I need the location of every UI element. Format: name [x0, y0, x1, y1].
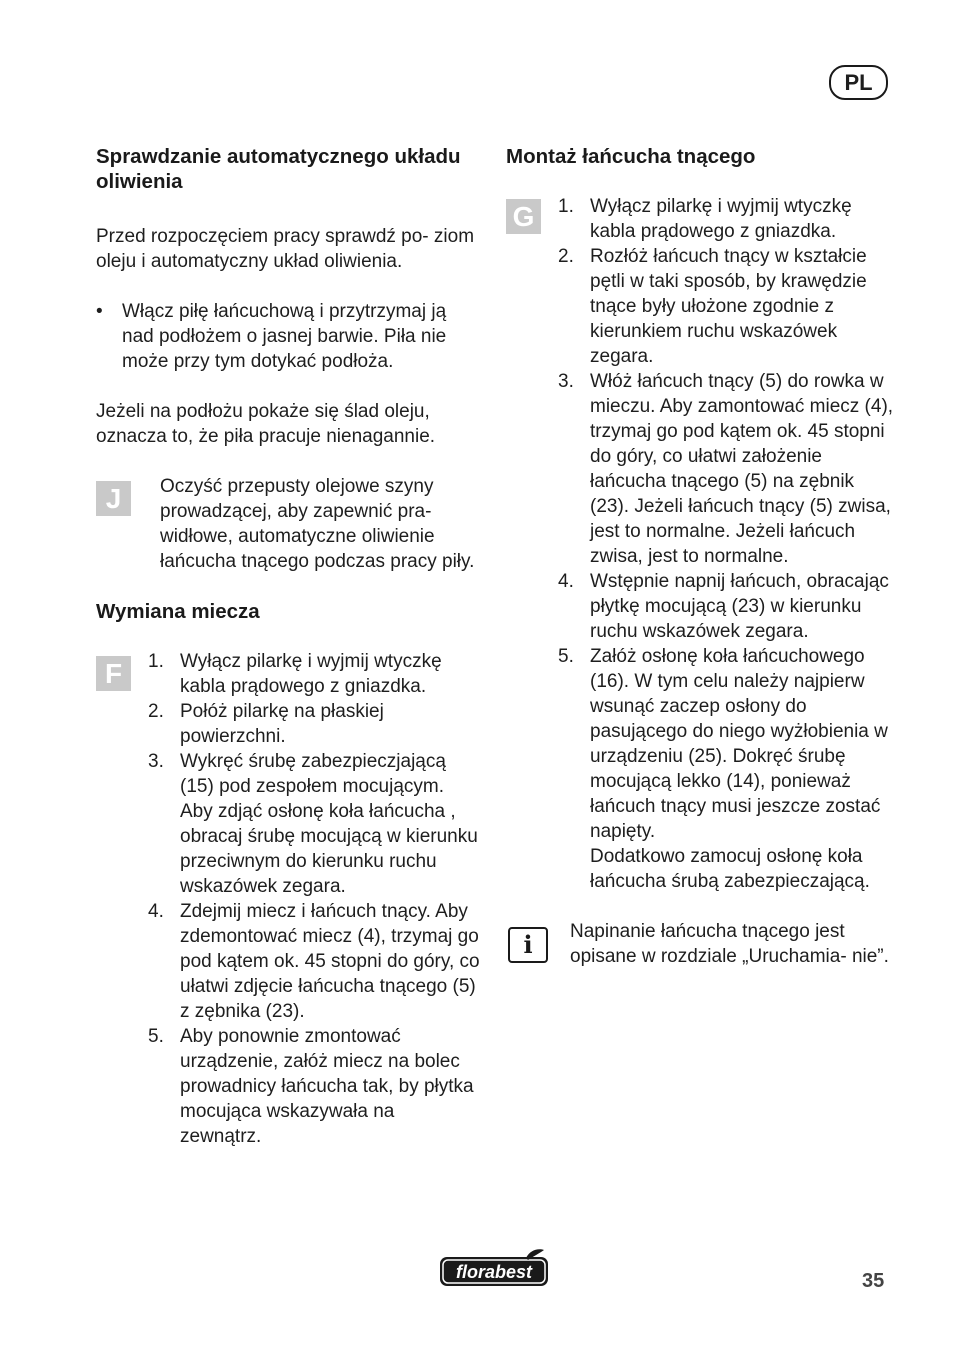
list-item: 4. Zdejmij miecz i łańcuch tnący. Aby zdemontować miecz (4), trzymaj go pod kątem ok. 45 stopni do góry, co ułatwi zdjęcie łańcucha tnącego (5) z zębnika (23).	[148, 901, 480, 1022]
list-item: 1. Wyłącz pilarkę i wyjmij wtyczkę kabla prądowego z gniazdka.	[148, 651, 442, 697]
illustration-ref-j-icon: J	[96, 481, 131, 516]
bullet-text: Włącz piłę łańcuchową i przytrzymaj ją nad podłożem o jasnej barwie. Piła nie może przy tym dotykać podłoża.	[122, 301, 447, 372]
chain-mounting-steps	[558, 194, 896, 894]
illustration-ref-f-icon: F	[96, 656, 131, 691]
list-item: 3. Wykręć śrubę zabezpieczjającą (15) pod zespołem mocującym. Aby zdjąć osłonę koła łańcucha , obracaj śrubę mocującą w kierunku przeciwnym do kierunku ruchu wskazówek zegara.	[148, 751, 478, 897]
step5-extra-text: Dodatkowo zamocuj osłonę koła łańcucha śrubą zabezpieczającą.	[590, 846, 870, 892]
bullet-item	[96, 299, 480, 374]
list-item: 2. Połóż pilarkę na płaskiej powierzchni.	[148, 701, 384, 747]
page-number: 35	[862, 1270, 885, 1292]
logo-text: florabest	[455, 1262, 533, 1282]
info-icon: i	[508, 927, 548, 963]
list-item: 5. Aby ponownie zmontować urządzenie, załóż miecz na bolec prowadnicy łańcucha tak, by płytka mocująca wskazywała na zewnątrz.	[148, 1026, 474, 1147]
intro-paragraph: Przed rozpoczęciem pracy sprawdź po- ziom oleju i automatyczny układ oliwienia.	[96, 226, 475, 272]
section-title-bar-replacement: Wymiana miecza	[96, 600, 260, 623]
list-item: 2. Rozłóż łańcuch tnący w kształcie pętli w taki sposób, by krawędzie tnące były ułożone zgodnie z kierunkiem ruchu wskazówek zegara.	[558, 246, 867, 367]
bar-replacement-steps	[148, 649, 480, 1149]
illustration-ref-g-icon: G	[506, 199, 541, 234]
language-badge: PL	[829, 65, 888, 100]
list-item: 3. Włóż łańcuch tnący (5) do rowka w mieczu. Aby zamontować miecz (4), trzymaj go pod kątem ok. 45 stopni do góry, co ułatwi założenie łańcucha tnącego (5) na zębnik (23). Jeżeli łańcuch tnący (5) zwisa, jest to normalne. Jeżeli łańcuch zwisa, jest to normalne.	[558, 371, 894, 567]
oil-trace-note: Jeżeli na podłożu pokaże się ślad oleju, oznacza to, że piła pracuje nienagannie.	[96, 401, 436, 447]
info-note-text: Napinanie łańcucha tnącego jest opisane w rozdziale „Uruchamia- nie”.	[570, 921, 889, 967]
bar-replacement-block	[96, 649, 480, 1149]
list-item: 5. Załóż osłonę koła łańcuchowego (16). W tym celu należy najpierw wsunąć zaczep osłony do pasującego do niego wyżłobienia w urządzeniu (25). Dokręć śrubę mocującą lekko (14), ponieważ łańcuch tnący musi jeszcze zostać napięty. Dodatkowo zamocuj osłonę koła łańcucha śrubą zabezpieczającą.	[558, 646, 888, 892]
cleaning-note-block	[96, 474, 480, 574]
right-column	[506, 140, 896, 969]
list-item: 4. Wstępnie napnij łańcuch, obracając płytkę mocującą (23) w kierunku ruchu wskazówek zegara.	[558, 571, 889, 642]
info-note-block	[506, 919, 896, 969]
left-column	[96, 140, 480, 1149]
florabest-logo	[438, 1248, 550, 1288]
bullet-mark: •	[96, 301, 103, 322]
section-title-chain-mounting: Montaż łańcucha tnącego	[506, 145, 756, 168]
cleaning-note-text: Oczyść przepusty olejowe szyny prowadzącej, aby zapewnić pra- widłowe, automatyczne oliwienie łańcucha tnącego podczas pracy piły.	[160, 476, 475, 572]
chain-mounting-block	[506, 194, 896, 894]
section-title-oiling-check: Sprawdzanie automatycznego układu oliwienia	[96, 145, 461, 193]
list-item: 1. Wyłącz pilarkę i wyjmij wtyczkę kabla prądowego z gniazdka.	[558, 196, 852, 242]
